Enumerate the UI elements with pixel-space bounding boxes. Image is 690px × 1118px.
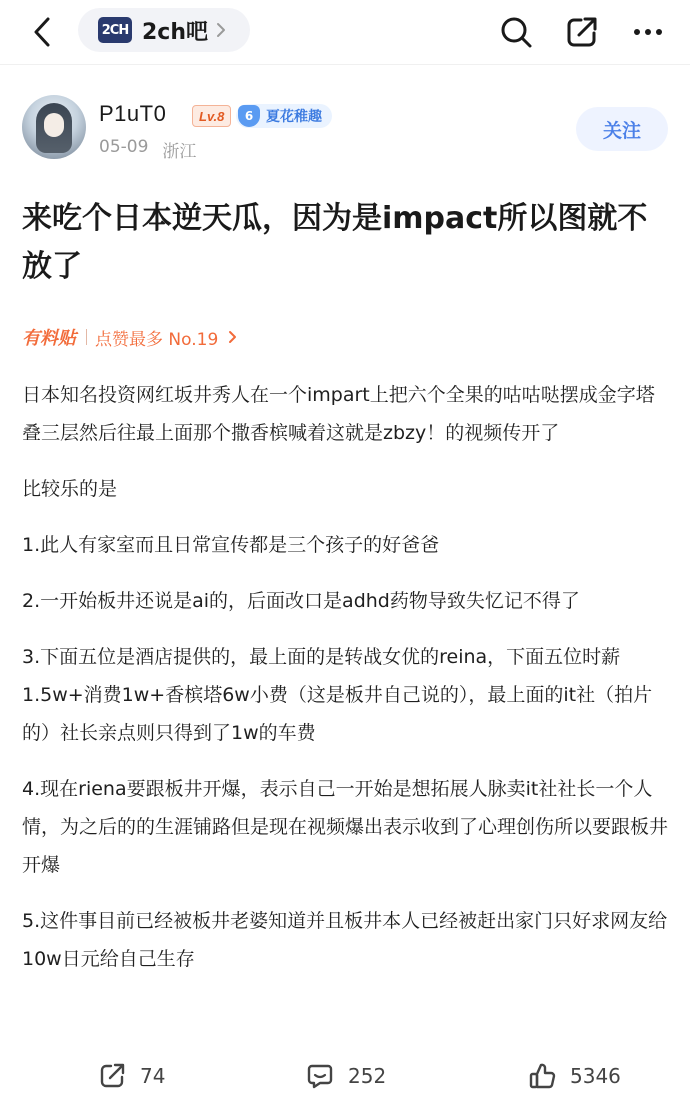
share-action[interactable] [98, 1060, 165, 1092]
chevron-right-icon [216, 22, 226, 38]
avatar[interactable] [22, 95, 86, 159]
like-count: 5346 [570, 1064, 621, 1088]
post-title: 来吃个日本逆天瓜，因为是impact所以图就不放了 [22, 201, 648, 284]
paragraph: 2.一开始板井还说是ai的，后面改口是adhd药物导致失忆记不得了 [22, 590, 580, 612]
share-icon [565, 15, 599, 49]
like-action[interactable] [528, 1060, 621, 1092]
author-name[interactable]: P1uT0 [99, 101, 167, 126]
tag-main: 有料贴 [22, 328, 76, 349]
author-row [22, 95, 668, 165]
paragraph: 1.此人有家室而且日常宣传都是三个孩子的好爸爸 [22, 534, 440, 556]
share-count: 74 [140, 1064, 166, 1088]
comment-icon [306, 1062, 334, 1090]
comment-count: 252 [348, 1064, 387, 1088]
chevron-right-icon [228, 330, 237, 344]
avatar-face [44, 113, 64, 137]
share-top-button[interactable] [562, 12, 602, 52]
chevron-left-icon [31, 15, 53, 49]
search-button[interactable] [496, 12, 536, 52]
forum-pill[interactable] [78, 8, 250, 52]
forum-name: 2ch吧 [142, 19, 209, 45]
back-button[interactable] [24, 12, 60, 52]
share-icon [98, 1062, 126, 1090]
post-location: 浙江 [162, 142, 197, 162]
fan-level-icon: 6 [238, 105, 260, 127]
follow-button[interactable]: 关注 [576, 107, 668, 151]
post-meta [99, 137, 196, 162]
tag-rank: 点赞最多 No.19 [95, 329, 219, 350]
more-dots-icon [633, 28, 663, 36]
tag-separator [86, 329, 87, 345]
fan-badge [236, 104, 332, 128]
top-bar [0, 0, 690, 64]
paragraph: 日本知名投资网红坂井秀人在一个impart上把六个全果的咕咕哒摆成金字塔叠三层然后往最上面那个撒香槟喊着这就是zbzy！的视频传开了 [22, 384, 655, 444]
forum-logo: 2CH [98, 17, 132, 43]
post-body [22, 376, 672, 996]
thumbs-up-icon [528, 1062, 556, 1090]
fan-title: 夏花稚趣 [266, 109, 322, 125]
top-divider [0, 64, 690, 65]
level-badge: Lv.8 [192, 105, 231, 127]
paragraph: 比较乐的是 [22, 478, 118, 500]
search-icon [499, 15, 533, 49]
paragraph: 3.下面五位是酒店提供的，最上面的是转战女优的reina，下面五位时薪1.5w+消费1w+香槟塔6w小费（这是板井自己说的），最上面的it社（拍片的）社长亲点则只得到了1w的车费 [22, 646, 653, 744]
paragraph: 4.现在riena要跟板井开爆，表示自己一开始是想拓展人脉卖it社社长一个人情，为之后的的生涯铺路但是现在视频爆出表示收到了心理创伤所以要跟板井开爆 [22, 778, 669, 876]
post-date: 05-09 [99, 137, 149, 157]
action-bar [0, 1052, 690, 1100]
paragraph: 5.这件事目前已经被板井老婆知道并且板井本人已经被赶出家门只好求网友给10w日元给自己生存 [22, 910, 668, 970]
more-button[interactable] [628, 12, 668, 52]
comment-action[interactable] [306, 1060, 386, 1092]
post-tag-row[interactable] [22, 322, 237, 352]
